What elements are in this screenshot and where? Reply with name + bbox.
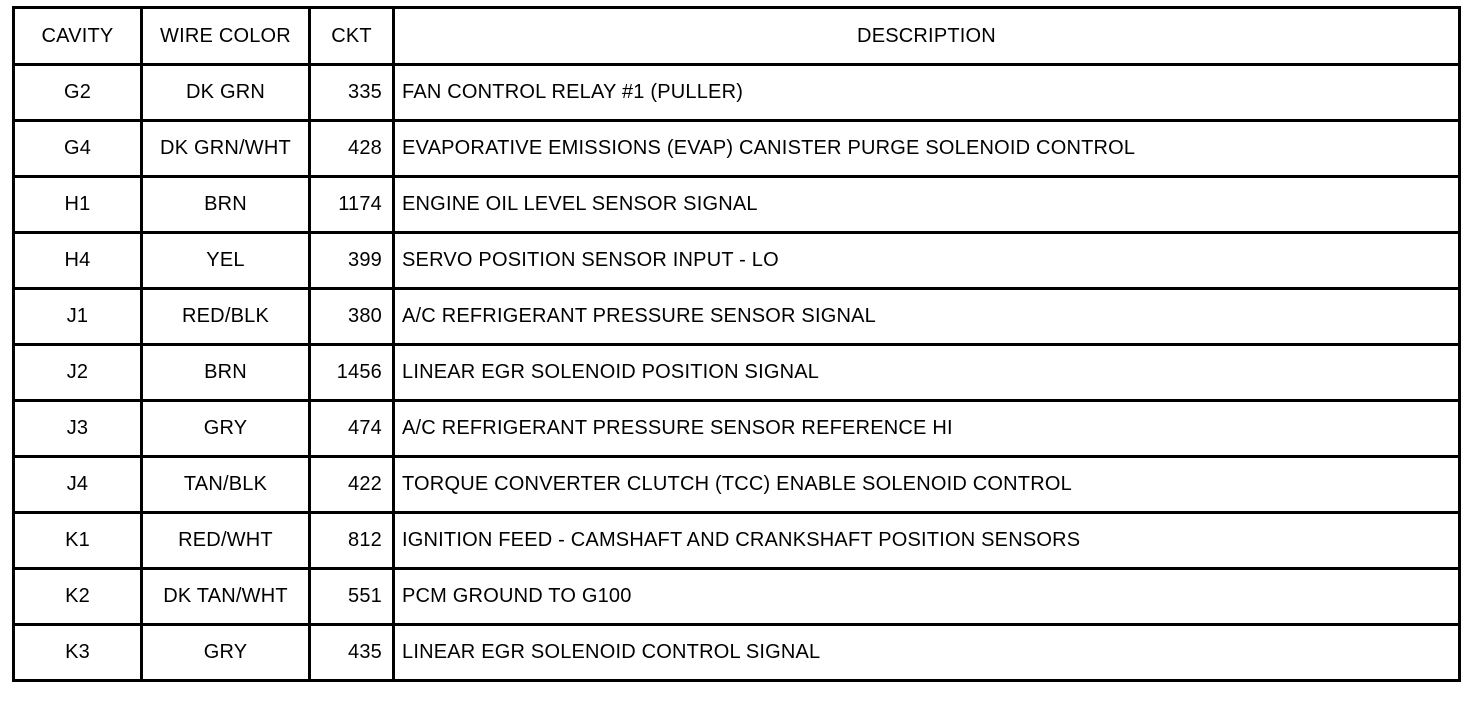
table-row [14,289,1460,345]
cavity-cell: K3 [14,625,142,681]
table-row [14,121,1460,177]
wire-color-cell: TAN/BLK [142,457,310,513]
wire-color-cell: RED/WHT [142,513,310,569]
wire-color-cell: YEL [142,233,310,289]
wire-color-cell: BRN [142,345,310,401]
description-cell: PCM GROUND TO G100 [394,569,1460,625]
wire-color-cell: GRY [142,625,310,681]
wire-color-cell: DK GRN/WHT [142,121,310,177]
ckt-cell: 551 [310,569,394,625]
connector-pinout-table [12,6,1461,682]
header-row [14,8,1460,65]
description-cell: LINEAR EGR SOLENOID CONTROL SIGNAL [394,625,1460,681]
cavity-cell: J4 [14,457,142,513]
description-cell: A/C REFRIGERANT PRESSURE SENSOR REFERENCE HI [394,401,1460,457]
cavity-cell: G2 [14,65,142,121]
header-cavity: CAVITY [14,8,142,65]
description-cell: A/C REFRIGERANT PRESSURE SENSOR SIGNAL [394,289,1460,345]
cavity-cell: J3 [14,401,142,457]
table-header [14,8,1460,65]
table-row [14,513,1460,569]
wire-color-cell: DK GRN [142,65,310,121]
table-row [14,569,1460,625]
table-body [14,65,1460,681]
description-cell: EVAPORATIVE EMISSIONS (EVAP) CANISTER PURGE SOLENOID CONTROL [394,121,1460,177]
ckt-cell: 380 [310,289,394,345]
ckt-cell: 812 [310,513,394,569]
wire-color-cell: DK TAN/WHT [142,569,310,625]
ckt-cell: 399 [310,233,394,289]
ckt-cell: 435 [310,625,394,681]
table-row [14,345,1460,401]
description-cell: TORQUE CONVERTER CLUTCH (TCC) ENABLE SOLENOID CONTROL [394,457,1460,513]
description-cell: SERVO POSITION SENSOR INPUT - LO [394,233,1460,289]
cavity-cell: K1 [14,513,142,569]
cavity-cell: J1 [14,289,142,345]
cavity-cell: K2 [14,569,142,625]
ckt-cell: 422 [310,457,394,513]
cavity-cell: G4 [14,121,142,177]
table-row [14,233,1460,289]
wire-color-cell: BRN [142,177,310,233]
ckt-cell: 428 [310,121,394,177]
table-row [14,457,1460,513]
description-cell: IGNITION FEED - CAMSHAFT AND CRANKSHAFT POSITION SENSORS [394,513,1460,569]
table-row [14,177,1460,233]
ckt-cell: 1174 [310,177,394,233]
description-cell: LINEAR EGR SOLENOID POSITION SIGNAL [394,345,1460,401]
table-row [14,401,1460,457]
header-ckt: CKT [310,8,394,65]
header-wire-color: WIRE COLOR [142,8,310,65]
ckt-cell: 474 [310,401,394,457]
description-cell: ENGINE OIL LEVEL SENSOR SIGNAL [394,177,1460,233]
table-row [14,625,1460,681]
cavity-cell: H4 [14,233,142,289]
cavity-cell: H1 [14,177,142,233]
ckt-cell: 1456 [310,345,394,401]
wire-color-cell: RED/BLK [142,289,310,345]
description-cell: FAN CONTROL RELAY #1 (PULLER) [394,65,1460,121]
header-description: DESCRIPTION [394,8,1460,65]
ckt-cell: 335 [310,65,394,121]
table-row [14,65,1460,121]
wire-color-cell: GRY [142,401,310,457]
cavity-cell: J2 [14,345,142,401]
